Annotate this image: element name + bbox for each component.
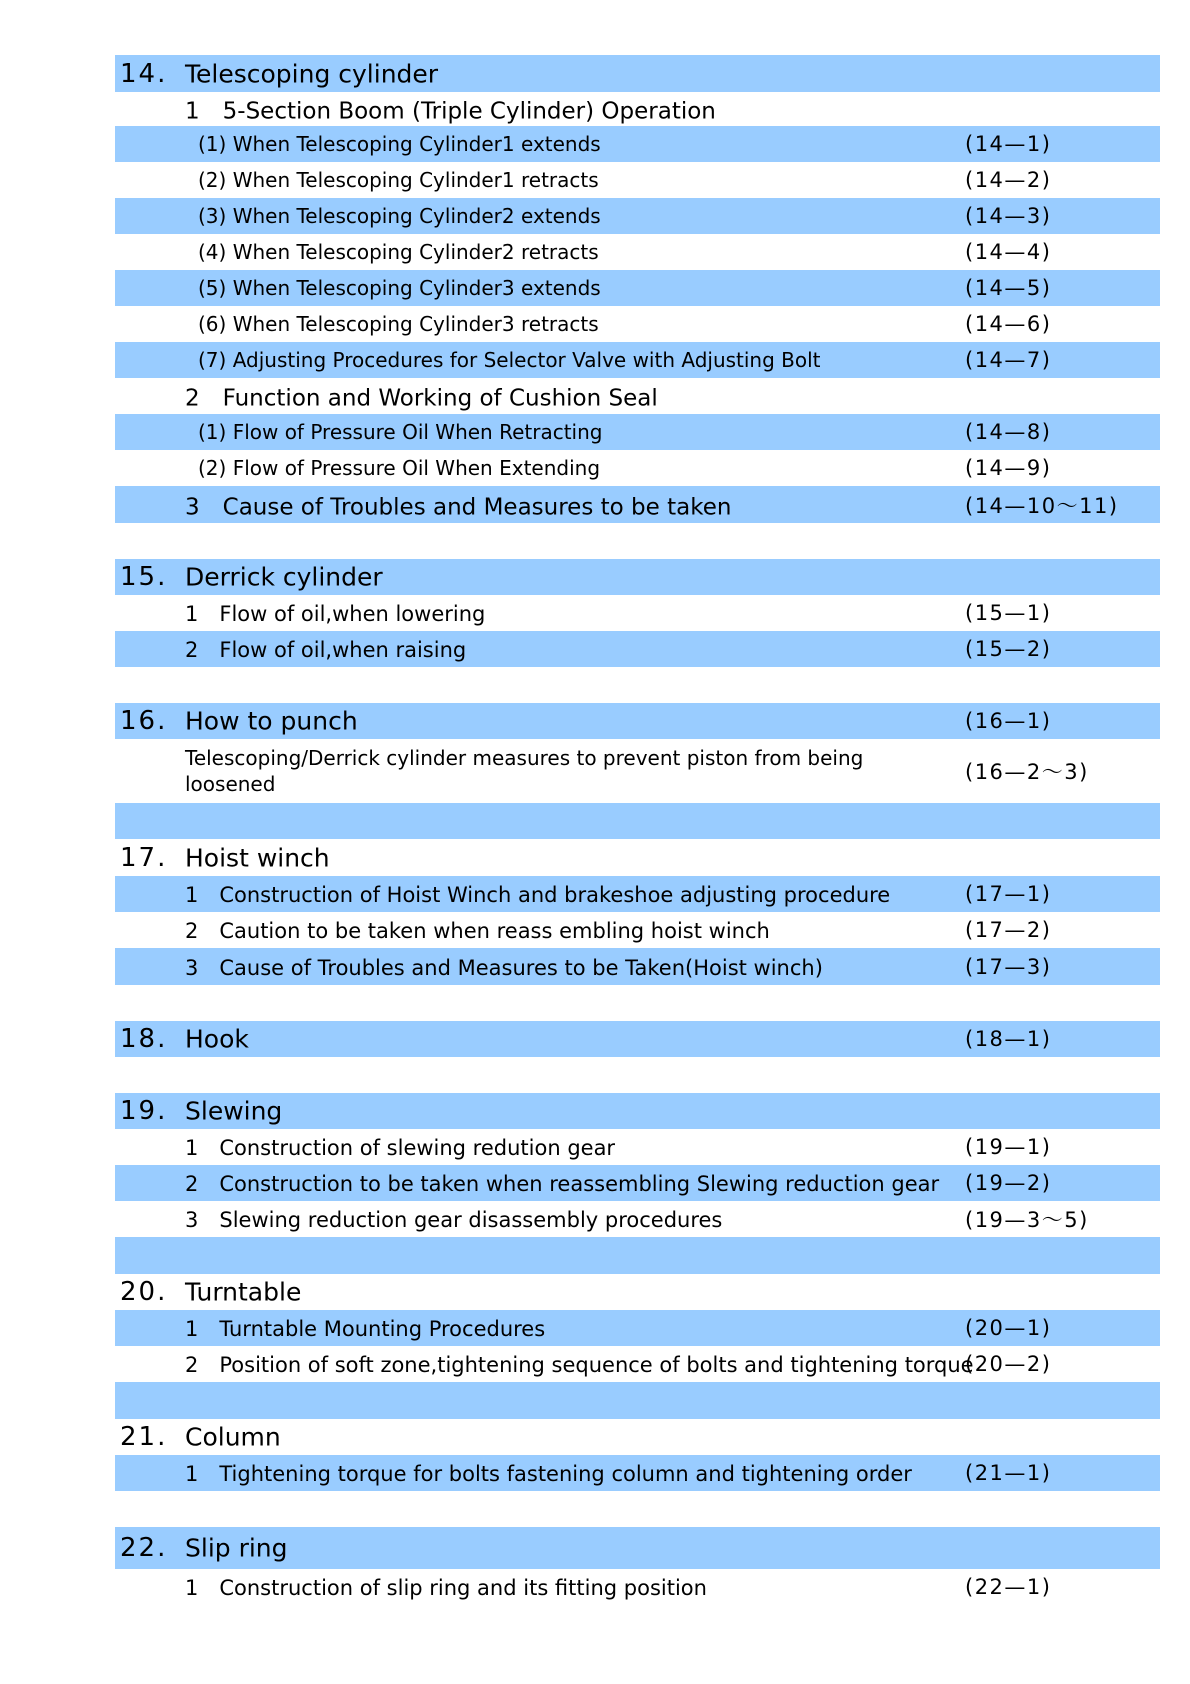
spacer-row (115, 985, 1160, 1021)
section-heading (115, 559, 1160, 595)
section-number: 18. (120, 1024, 168, 1054)
toc-subitem (115, 450, 1160, 486)
spacer-row (115, 803, 1160, 839)
section-number: 17. (120, 842, 168, 873)
entry-title: 1 Turntable Mounting Procedures (185, 1317, 546, 1341)
entry-title: 1 Construction of Hoist Winch and brakeshoe adjusting procedure (185, 883, 891, 907)
entry-title: 3 Cause of Troubles and Measures to be Taken(Hoist winch) (185, 955, 823, 980)
table-of-contents (115, 55, 1160, 1605)
page-reference: (14—6) (965, 312, 1052, 336)
section-number: 16. (120, 706, 168, 736)
toc-entry (115, 739, 1160, 803)
page-reference: (20—2) (965, 1352, 1052, 1376)
section-number: 22. (120, 1533, 168, 1563)
toc-entry (115, 948, 1160, 985)
spacer-row (115, 523, 1160, 559)
entry-title: (2) Flow of Pressure Oil When Extending (198, 456, 601, 480)
page-reference: (20—1) (965, 1316, 1052, 1340)
section-heading (115, 1021, 1160, 1057)
entry-title: (1) When Telescoping Cylinder1 extends (198, 132, 601, 156)
entry-title: 2 Position of soft zone,tightening sequence of bolts and tightening torque (185, 1353, 974, 1377)
toc-entry (115, 1569, 1160, 1605)
page-reference: (17—2) (965, 918, 1052, 942)
toc-entry (115, 1310, 1160, 1346)
toc-entry (115, 92, 1160, 126)
page-reference: (17—1) (965, 882, 1052, 906)
spacer-row (115, 1237, 1160, 1274)
page-reference: (14—9) (965, 456, 1052, 480)
entry-title: 3 Cause of Troubles and Measures to be taken (185, 494, 732, 520)
toc-subitem (115, 162, 1160, 198)
section-title: Slewing (185, 1096, 283, 1126)
section-title: Column (185, 1422, 281, 1452)
section-title: Hook (185, 1024, 249, 1054)
section-title: Hoist winch (185, 843, 330, 872)
entry-title: 1 5-Section Boom (Triple Cylinder) Operation (185, 98, 716, 125)
section-title: How to punch (185, 706, 358, 736)
page-reference: (14—4) (965, 240, 1052, 264)
toc-entry (115, 486, 1160, 523)
page-reference: (14—3) (965, 204, 1052, 228)
entry-title: (2) When Telescoping Cylinder1 retracts (198, 168, 599, 192)
entry-title: (6) When Telescoping Cylinder3 retracts (198, 312, 599, 336)
page-reference: (14—7) (965, 348, 1052, 372)
toc-subitem (115, 414, 1160, 450)
section-heading (115, 55, 1160, 92)
page-reference: (19—2) (965, 1171, 1052, 1195)
entry-title: (5) When Telescoping Cylinder3 extends (198, 276, 601, 300)
page-reference: (19—1) (965, 1135, 1052, 1159)
spacer-row (115, 667, 1160, 703)
section-title: Telescoping cylinder (185, 59, 439, 88)
toc-subitem (115, 234, 1160, 270)
entry-title: 1 Flow of oil,when lowering (185, 602, 486, 626)
entry-title: 1 Construction of slip ring and its fitting position (185, 1576, 707, 1600)
page-reference: (15—1) (965, 601, 1052, 625)
toc-entry (115, 631, 1160, 667)
entry-title: 2 Flow of oil,when raising (185, 638, 467, 662)
section-number: 21. (120, 1422, 168, 1452)
page-reference: (18—1) (965, 1027, 1052, 1051)
toc-subitem (115, 342, 1160, 378)
toc-subitem (115, 306, 1160, 342)
toc-entry (115, 378, 1160, 414)
section-heading (115, 703, 1160, 739)
toc-entry (115, 1201, 1160, 1237)
section-heading (115, 1093, 1160, 1129)
section-number: 15. (120, 562, 168, 592)
page-reference: (14—2) (965, 168, 1052, 192)
toc-subitem (115, 198, 1160, 234)
toc-entry (115, 1455, 1160, 1491)
entry-title: (7) Adjusting Procedures for Selector Valve with Adjusting Bolt (198, 348, 821, 372)
entry-title: 1 Construction of slewing redution gear (185, 1136, 616, 1160)
toc-entry (115, 1129, 1160, 1165)
section-number: 14. (120, 58, 168, 89)
section-number: 20. (120, 1277, 168, 1307)
entry-title: (1) Flow of Pressure Oil When Retracting (198, 420, 603, 444)
section-title: Derrick cylinder (185, 562, 383, 592)
section-title: Slip ring (185, 1533, 288, 1563)
toc-entry (115, 876, 1160, 912)
entry-title: Telescoping/Derrick cylinder measures to prevent piston from being loosened (185, 746, 864, 796)
section-title: Turntable (185, 1277, 302, 1307)
entry-title: 1 Tightening torque for bolts fastening column and tightening order (185, 1462, 912, 1486)
entry-title: 3 Slewing reduction gear disassembly procedures (185, 1208, 723, 1232)
section-heading (115, 1527, 1160, 1569)
page-reference: (14—10〜11) (965, 493, 1119, 518)
page-reference: (14—1) (965, 132, 1052, 156)
page-reference: (16—1) (965, 709, 1052, 733)
page-reference: (22—1) (965, 1575, 1052, 1599)
section-heading (115, 1419, 1160, 1455)
toc-entry (115, 912, 1160, 948)
page-reference: (19—3〜5) (965, 1208, 1089, 1232)
entry-title: (4) When Telescoping Cylinder2 retracts (198, 240, 599, 264)
page-reference: (17—3) (965, 954, 1052, 979)
page-reference: (14—5) (965, 276, 1052, 300)
toc-entry (115, 1346, 1160, 1382)
section-heading (115, 1274, 1160, 1310)
section-heading (115, 839, 1160, 876)
entry-title: 2 Construction to be taken when reassembling Slewing reduction gear (185, 1172, 940, 1196)
toc-subitem (115, 270, 1160, 306)
spacer-row (115, 1491, 1160, 1527)
toc-entry (115, 1165, 1160, 1201)
spacer-row (115, 1382, 1160, 1419)
page-reference: (15—2) (965, 637, 1052, 661)
page-reference: (16—2〜3) (965, 760, 1089, 784)
entry-title: 2 Caution to be taken when reass embling hoist winch (185, 919, 770, 943)
toc-entry (115, 595, 1160, 631)
page-reference: (21—1) (965, 1461, 1052, 1485)
entry-title: (3) When Telescoping Cylinder2 extends (198, 204, 601, 228)
section-number: 19. (120, 1096, 168, 1126)
entry-title: 2 Function and Working of Cushion Seal (185, 385, 658, 412)
spacer-row (115, 1057, 1160, 1093)
page-reference: (14—8) (965, 420, 1052, 444)
toc-subitem (115, 126, 1160, 162)
